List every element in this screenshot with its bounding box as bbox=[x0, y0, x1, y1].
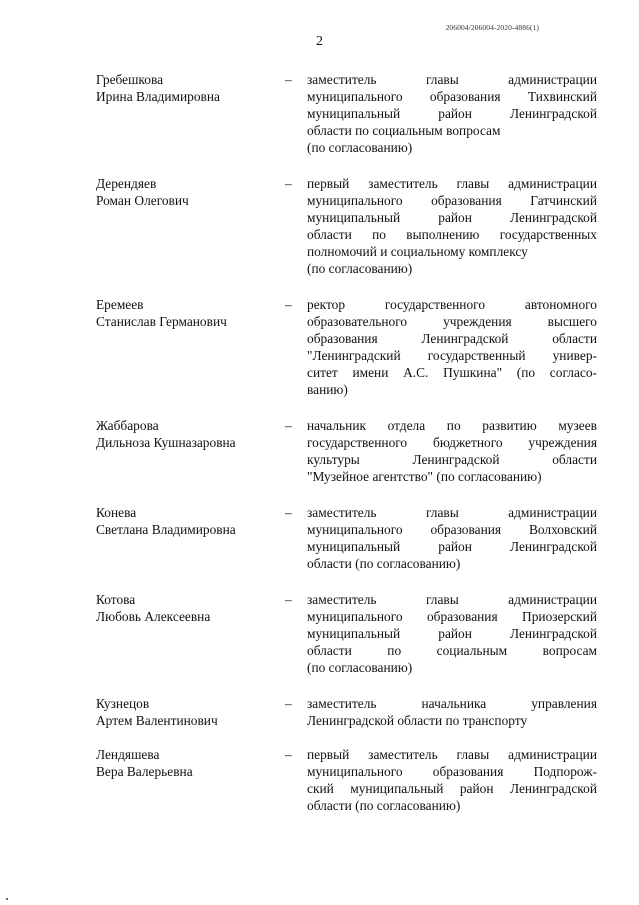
separator-dash: – bbox=[285, 505, 292, 520]
scan-speck bbox=[6, 898, 8, 900]
member-name bbox=[96, 71, 281, 105]
page-number: 2 bbox=[316, 34, 323, 49]
position-line: "Ленинградский государственный универ- bbox=[307, 348, 597, 364]
member-surname: Конева bbox=[96, 505, 137, 520]
position-line: Ленинградской области по транспорту bbox=[307, 713, 528, 729]
position-line: муниципального образования Подпорож- bbox=[307, 764, 597, 780]
member-name bbox=[96, 417, 281, 451]
member-surname: Кузнецов bbox=[96, 696, 150, 711]
position-line: области (по согласованию) bbox=[307, 798, 461, 814]
position-line: области по социальным вопросам bbox=[307, 643, 597, 659]
member-name bbox=[96, 296, 281, 330]
position-line: (по согласованию) bbox=[307, 140, 413, 156]
member-name bbox=[96, 504, 281, 538]
position-line: муниципального образования Тихвинский bbox=[307, 89, 597, 105]
position-line: муниципальный район Ленинградской bbox=[307, 106, 597, 122]
position-line: заместитель главы администрации bbox=[307, 72, 597, 87]
position-line: заместитель главы администрации bbox=[307, 592, 597, 607]
position-line: ректор государственного автономного bbox=[307, 297, 597, 312]
member-position bbox=[307, 417, 597, 485]
position-line: муниципальный район Ленинградской bbox=[307, 626, 597, 642]
member-name bbox=[96, 175, 281, 209]
separator-dash: – bbox=[285, 747, 292, 762]
member-given-names: Любовь Алексеевна bbox=[96, 609, 211, 625]
position-line: первый заместитель главы администрации bbox=[307, 176, 597, 191]
member-given-names: Роман Олегович bbox=[96, 193, 189, 209]
position-line: полномочий и социальному комплексу bbox=[307, 244, 528, 260]
member-position bbox=[307, 746, 597, 814]
position-line: заместитель начальника управления bbox=[307, 696, 597, 711]
member-given-names: Дильноза Кушназаровна bbox=[96, 435, 236, 451]
member-position bbox=[307, 71, 597, 156]
separator-dash: – bbox=[285, 297, 292, 312]
position-line: муниципальный район Ленинградской bbox=[307, 539, 597, 555]
member-given-names: Вера Валерьевна bbox=[96, 764, 193, 780]
position-line: области по социальным вопросам bbox=[307, 123, 501, 139]
position-line: муниципального образования Приозерский bbox=[307, 609, 597, 625]
member-position bbox=[307, 504, 597, 572]
member-surname: Дерендяев bbox=[96, 176, 157, 191]
member-surname: Лендяшева bbox=[96, 747, 160, 762]
member-surname: Жаббарова bbox=[96, 418, 159, 433]
position-line: области по выполнению государственных bbox=[307, 227, 597, 243]
position-line: образовательного учреждения высшего bbox=[307, 314, 597, 330]
member-given-names: Станислав Германович bbox=[96, 314, 227, 330]
separator-dash: – bbox=[285, 72, 292, 87]
member-position bbox=[307, 695, 597, 729]
position-line: заместитель главы администрации bbox=[307, 505, 597, 520]
member-position bbox=[307, 296, 597, 399]
member-surname: Котова bbox=[96, 592, 136, 607]
position-line: ский муниципальный район Ленинградской bbox=[307, 781, 597, 797]
separator-dash: – bbox=[285, 592, 292, 607]
position-line: "Музейное агентство" (по согласованию) bbox=[307, 469, 542, 485]
position-line: муниципальный район Ленинградской bbox=[307, 210, 597, 226]
member-given-names: Ирина Владимировна bbox=[96, 89, 220, 105]
member-given-names: Артем Валентинович bbox=[96, 713, 218, 729]
member-given-names: Светлана Владимировна bbox=[96, 522, 236, 538]
member-name bbox=[96, 591, 281, 625]
position-line: первый заместитель главы администрации bbox=[307, 747, 597, 762]
position-line: муниципального образования Гатчинский bbox=[307, 193, 597, 209]
position-line: культуры Ленинградской области bbox=[307, 452, 597, 468]
member-position bbox=[307, 175, 597, 278]
position-line: ванию) bbox=[307, 382, 348, 398]
member-name bbox=[96, 695, 281, 729]
separator-dash: – bbox=[285, 418, 292, 433]
position-line: (по согласованию) bbox=[307, 261, 413, 277]
document-id: 206004/206004-2020-4886(1) bbox=[445, 23, 539, 32]
position-line: (по согласованию) bbox=[307, 660, 413, 676]
position-line: образования Ленинградской области bbox=[307, 331, 597, 347]
position-line: муниципального образования Волховский bbox=[307, 522, 597, 538]
position-line: области (по согласованию) bbox=[307, 556, 461, 572]
member-name bbox=[96, 746, 281, 780]
separator-dash: – bbox=[285, 696, 292, 711]
member-surname: Гребешкова bbox=[96, 72, 164, 87]
separator-dash: – bbox=[285, 176, 292, 191]
position-line: начальник отдела по развитию музеев bbox=[307, 418, 597, 433]
member-position bbox=[307, 591, 597, 676]
position-line: государственного бюджетного учреждения bbox=[307, 435, 597, 451]
position-line: ситет имени А.С. Пушкина" (по согласо- bbox=[307, 365, 597, 381]
member-surname: Еремеев bbox=[96, 297, 144, 312]
